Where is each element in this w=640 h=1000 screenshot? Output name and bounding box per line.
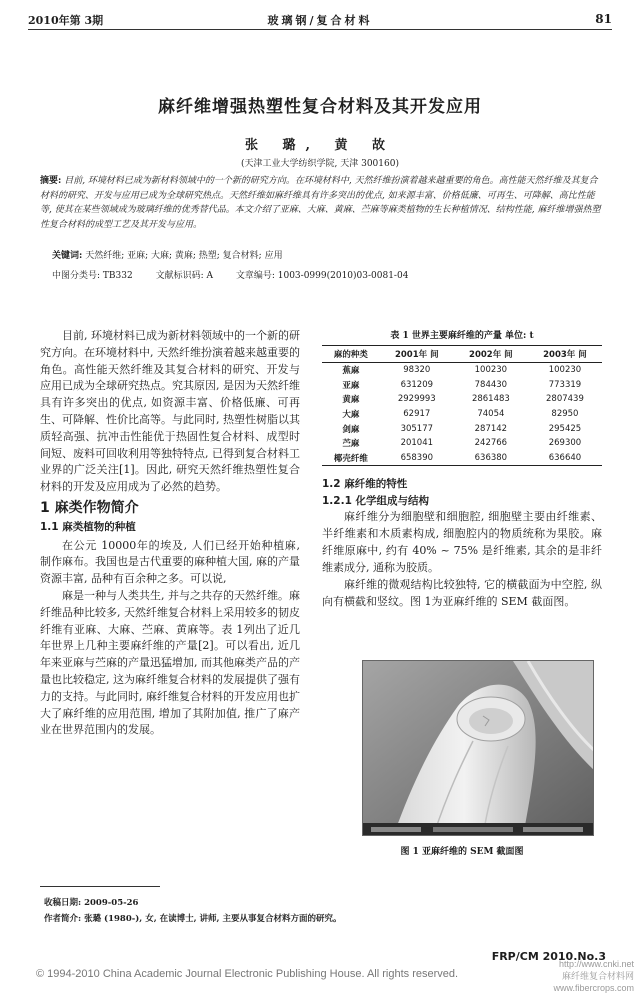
affiliation: (天津工业大学纺织学院, 天津 300160) bbox=[241, 159, 399, 169]
table-cell: 658390 bbox=[380, 451, 454, 466]
table-cell: 蕉麻 bbox=[342, 366, 360, 377]
page-header bbox=[28, 12, 612, 30]
watermark bbox=[553, 958, 634, 994]
keywords-label: 关键词: bbox=[52, 251, 83, 261]
abstract-text: 目前, 环境材料已成为新材料领域中的一个新的研究方向。在环境材料中, 天然纤维扮演着越来越重要的角色。高性能天然纤维及其复合材料的研究、开发与应用已成为全球研究热点。天然纤维如麻纤维具有许多突出的优点, 如来源丰富、价格低廉、可再生、可降解、高比性能等, 使其在某些领域成为玻璃纤维的优秀替代品。本文介绍了亚麻、大麻、黄麻、苎麻等麻类植物的生长种植情况、结构性能, 麻纤维增强热塑性复合材料的成型工艺及其开发与应用。 bbox=[40, 176, 601, 230]
table-cell: 大麻 bbox=[342, 410, 360, 421]
table-cell: 椰壳纤维 bbox=[322, 451, 380, 466]
footnote-divider bbox=[40, 886, 160, 887]
footer-journal-issue: FRP/CM 2010.No.3 bbox=[491, 950, 606, 963]
paragraph: 麻纤维的微观结构比较独特, 它的横截面为中空腔, 纵向有横截和竖纹。图 1为亚麻纤维的 SEM 截面图。 bbox=[322, 578, 602, 609]
table-row bbox=[322, 407, 602, 422]
issue-label: 2010年第 3期 bbox=[28, 14, 104, 27]
journal-name: 玻璃钢/复合材料 bbox=[267, 14, 373, 27]
paragraph: 麻纤维分为细胞壁和细胞腔, 细胞壁主要由纤维素、半纤维素和木质素构成, 细胞腔内的物质统称为果胶。麻纤维原麻中, 约有 40% ~ 75% 是纤维素, 其余的是非纤维素成分, 通称为胶质。 bbox=[322, 510, 602, 575]
table-header-cell: 2001年 间 bbox=[380, 346, 454, 363]
paragraph: 麻是一种与人类共生, 并与之共存的天然纤维。麻纤维品种比较多, 天然纤维复合材料上采用较多的韧皮纤维有亚麻、大麻、苎麻、黄麻等。表 1列出了近几年世界上几种主要麻纤维的产量[2]。可以看出, 近几年来亚麻与苎麻的产量迅猛增加, 而其他麻类产品的产量也比较稳定, 这为麻纤维复合材料的发展提供了强有力的支持。与此同时, 麻纤维复合材料的开发应用也扩大了麻纤维的应用范围, 增加了其附加值, 推广了麻产业在世界范围内的发展。 bbox=[40, 588, 300, 737]
table-header-cell: 麻的种类 bbox=[322, 346, 380, 363]
table-cell: 287142 bbox=[474, 423, 508, 434]
table-cell: 269300 bbox=[548, 438, 582, 449]
copyright-notice: © 1994-2010 China Academic Journal Electronic Publishing House. All rights reserved. bbox=[36, 968, 459, 980]
table-cell: 98320 bbox=[403, 365, 431, 376]
abstract-label: 摘要: bbox=[40, 176, 62, 186]
sem-fiber-illustration bbox=[363, 661, 594, 836]
table-caption: 表 1 世界主要麻纤维的产量 单位: t bbox=[390, 331, 534, 341]
table-cell: 201041 bbox=[400, 438, 434, 449]
keywords-text: 天然纤维; 亚麻; 大麻; 黄麻; 热塑; 复合材料; 应用 bbox=[85, 251, 283, 261]
table-cell: 295425 bbox=[548, 423, 582, 434]
section-1-heading: 1 麻类作物简介 bbox=[40, 499, 139, 516]
table-cell: 74054 bbox=[477, 409, 505, 420]
table-cell: 苎麻 bbox=[342, 439, 360, 450]
paper-title: 麻纤维增强热塑性复合材料及其开发应用 bbox=[158, 97, 482, 117]
watermark-line: http://www.cnki.net bbox=[558, 959, 634, 969]
authors: 张 璐, 黄 故 bbox=[244, 138, 396, 153]
left-column bbox=[40, 328, 300, 739]
table-row bbox=[322, 421, 602, 436]
table-cell: 636380 bbox=[454, 451, 528, 466]
footnote-author: 作者简介: 张璐 (1980-), 女, 在读博士, 讲师, 主要从事复合材料方面的研究。 bbox=[44, 914, 342, 924]
table-cell: 100230 bbox=[548, 365, 582, 376]
table-header-cell: 2003年 间 bbox=[528, 346, 602, 363]
table-cell: 636640 bbox=[528, 451, 602, 466]
paragraph: 在公元 10000年的埃及, 人们已经开始种植麻, 制作麻布。我国也是古代重要的麻种植大国, 麻的产量资源丰富, 品种有百余种之多。可以说, bbox=[40, 538, 300, 586]
abstract bbox=[40, 174, 604, 232]
table-cell: 82950 bbox=[551, 409, 579, 420]
sem-micrograph-image bbox=[362, 660, 594, 836]
table-row bbox=[322, 363, 602, 378]
section-1-2-1-heading: 1.2.1 化学组成与结构 bbox=[322, 495, 430, 508]
table-cell: 100230 bbox=[474, 365, 508, 376]
figure-caption: 图 1 亚麻纤维的 SEM 截面图 bbox=[400, 847, 524, 857]
table-row bbox=[322, 378, 602, 393]
table-cell: 242766 bbox=[474, 438, 508, 449]
table-cell: 黄麻 bbox=[342, 395, 360, 406]
table-row bbox=[322, 436, 602, 451]
production-table bbox=[322, 345, 602, 466]
article-number: 文章编号: 1003-0999(2010)03-0081-04 bbox=[235, 271, 409, 281]
table-row bbox=[322, 451, 602, 466]
table-header-row bbox=[322, 346, 602, 363]
footnote-received: 收稿日期: 2009-05-26 bbox=[44, 898, 139, 908]
table-cell: 784430 bbox=[474, 379, 508, 390]
table-cell: 剑麻 bbox=[342, 424, 360, 435]
table-cell: 62917 bbox=[403, 409, 431, 420]
table-cell: 2861483 bbox=[471, 394, 510, 405]
right-body-text bbox=[322, 508, 602, 610]
table-cell: 2807439 bbox=[546, 394, 584, 405]
section-1-2-heading: 1.2 麻纤维的特性 bbox=[322, 478, 408, 491]
class-number: 中图分类号: TB332 bbox=[52, 271, 133, 281]
doc-code: 文献标识码: A bbox=[155, 271, 213, 281]
watermark-line: www.fibercrops.com bbox=[553, 983, 634, 993]
classification-line bbox=[52, 268, 604, 281]
page-number: 81 bbox=[595, 12, 612, 26]
watermark-line: 麻纤维复合材料网 bbox=[561, 971, 634, 981]
table-cell: 305177 bbox=[400, 423, 434, 434]
table-cell: 2929993 bbox=[397, 394, 436, 405]
table-cell: 631209 bbox=[400, 379, 434, 390]
table-header-cell: 2002年 间 bbox=[454, 346, 528, 363]
keywords bbox=[52, 248, 604, 261]
right-column bbox=[322, 328, 602, 610]
section-1-1-heading: 1.1 麻类植物的种植 bbox=[40, 520, 136, 533]
intro-paragraph: 目前, 环境材料已成为新材料领域中的一个新的研究方向。在环境材料中, 天然纤维扮演着越来越重要的角色。高性能天然纤维及其复合材料的研究、开发与应用已成为全球研究热点。究其原因, 是因为天然纤维具有许多突出的优点, 如资源丰富、价格低廉、可再生、可降解、性价比高等。与此同时, 热塑性树脂以其质轻高强、抗冲击性能优于热固性复合材料、成型时间短、废料可回收利用等独特特点, 已得到复合材料工业界的广泛关注[1]。因此, 研究天然纤维热塑性复合材料的开发及应用成为了必然的趋势。 bbox=[40, 329, 300, 494]
table-cell: 773319 bbox=[548, 379, 582, 390]
table-row bbox=[322, 392, 602, 407]
table-cell: 亚麻 bbox=[342, 380, 360, 391]
